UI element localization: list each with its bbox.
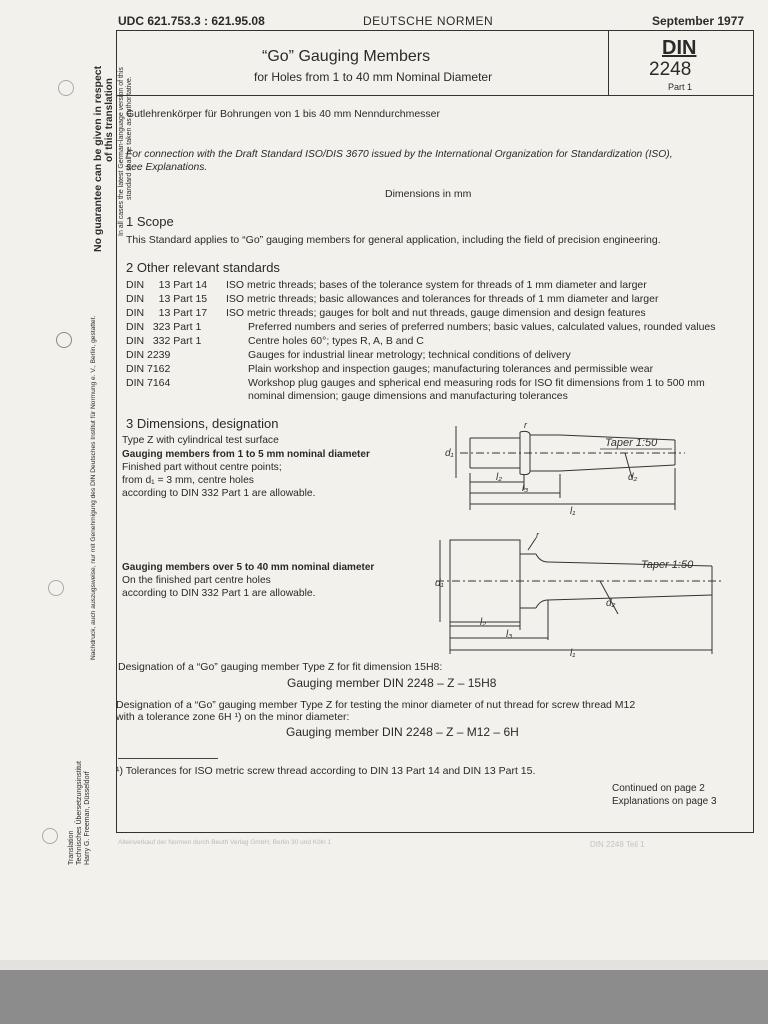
type-z-heading: Type Z with cylindrical test surface [122, 435, 279, 446]
small-members-line-2: from d₁ = 3 mm, centre holes [122, 475, 254, 486]
drawing-small-gauge [440, 418, 700, 518]
footnote-rule [118, 758, 218, 759]
designation-2-intro: Designation of a “Go” gauging member Type Z for testing the minor diameter of nut thread for screw thread M12 [116, 699, 636, 711]
guarantee-text: No guarantee can be given in respect [92, 65, 104, 252]
l3-label-2: l₃ [506, 629, 513, 640]
guarantee-small-1: In all cases the latest German-language version of this [118, 67, 125, 236]
din-label: DIN [662, 37, 697, 59]
l2-label: l₂ [496, 472, 503, 483]
taper-label-2: Taper 1:50 [641, 559, 694, 571]
dimensions-note: Dimensions in mm [385, 188, 472, 200]
section-3-heading: 3 Dimensions, designation [126, 416, 279, 431]
binder-hole-2 [56, 332, 72, 348]
issue-date: September 1977 [652, 14, 745, 28]
udc-number: UDC 621.753.3 : 621.95.08 [118, 14, 265, 28]
d1-label: d₁ [445, 448, 454, 459]
publisher: DEUTSCHE NORMEN [363, 14, 494, 28]
binder-hole-3 [48, 580, 64, 596]
din-part: Part 1 [668, 82, 693, 92]
r-label-2: r [536, 530, 539, 540]
binder-hole-4 [42, 828, 58, 844]
l3-label: l₃ [522, 483, 529, 494]
footnote: ¹) Tolerances for ISO metric screw thread according to DIN 13 Part 14 and DIN 13 Part 15. [116, 765, 536, 777]
continued-note: Continued on page 2 [612, 783, 705, 794]
binder-hole-1 [58, 80, 74, 96]
d2-label-2: d₂ [606, 598, 616, 609]
designation-1: Gauging member DIN 2248 – Z – 15H8 [287, 676, 497, 690]
r-label: r [524, 420, 527, 430]
section-1-heading: 1 Scope [126, 214, 174, 229]
large-members-line-1: On the finished part centre holes [122, 575, 271, 586]
large-members-heading: Gauging members over 5 to 40 mm nominal diameter [122, 562, 375, 573]
sales-notice: Alleinverkauf der Normen durch Beuth Verlag GmbH, Berlin 30 und Köln 1 [118, 839, 332, 846]
guarantee-small-2: standard shall be taken as authoritative. [126, 76, 133, 200]
small-members-line-1: Finished part without centre points; [122, 462, 282, 473]
translation-label: Translation [68, 830, 75, 865]
din-number: 2248 [649, 59, 692, 80]
l1-label: l₁ [570, 506, 576, 517]
l2-label-2: l₂ [480, 617, 487, 628]
title-sub: for Holes from 1 to 40 mm Nominal Diameter [254, 70, 493, 84]
scan-edge [0, 970, 768, 1024]
section-1-text: This Standard applies to “Go” gauging members for general application, including the field of precision engineering. [126, 234, 661, 246]
section-2-heading: 2 Other relevant standards [126, 260, 280, 275]
designation-2-intro-2: with a tolerance zone 6H ¹) on the minor diameter: [116, 711, 350, 723]
designation-1-intro: Designation of a “Go” gauging member Type Z for fit dimension 15H8: [118, 661, 443, 673]
german-title: Gutlehrenkörper für Bohrungen von 1 bis 40 mm Nenndurchmesser [126, 108, 440, 120]
iso-note-2: see Explanations. [126, 162, 208, 173]
d1-label-2: d₁ [435, 578, 444, 589]
taper-label-1: Taper 1:50 [605, 437, 658, 449]
translator-name: Harry G. Freeman, Düsseldorf [84, 771, 91, 865]
page-id-faded: DIN 2248 Teil 1 [590, 840, 645, 849]
scan-line [0, 960, 768, 970]
l1-label-2: l₁ [570, 648, 576, 659]
large-members-line-2: according to DIN 332 Part 1 are allowable. [122, 588, 316, 599]
translation-institute: Technisches Übersetzungsinstitut [76, 761, 83, 865]
title-main: “Go” Gauging Members [262, 48, 431, 65]
small-members-line-3: according to DIN 332 Part 1 are allowable. [122, 488, 316, 499]
reprint-notice: Nachdruck, auch auszugsweise, nur mit Genehmigung des DIN Deutsches Institut für Normung e. V., Berlin, gestattet. [90, 315, 97, 660]
guarantee-text-2: of this translation [104, 78, 115, 162]
small-members-heading: Gauging members from 1 to 5 mm nominal diameter [122, 449, 370, 460]
designation-2: Gauging member DIN 2248 – Z – M12 – 6H [286, 725, 519, 739]
iso-note: For connection with the Draft Standard ISO/DIS 3670 issued by the International Organization for Standardization (ISO), [126, 149, 673, 160]
explanations-note: Explanations on page 3 [612, 796, 717, 807]
drawing-large-gauge [436, 528, 726, 658]
d2-label: d₂ [628, 472, 638, 483]
sidebar [64, 30, 133, 865]
